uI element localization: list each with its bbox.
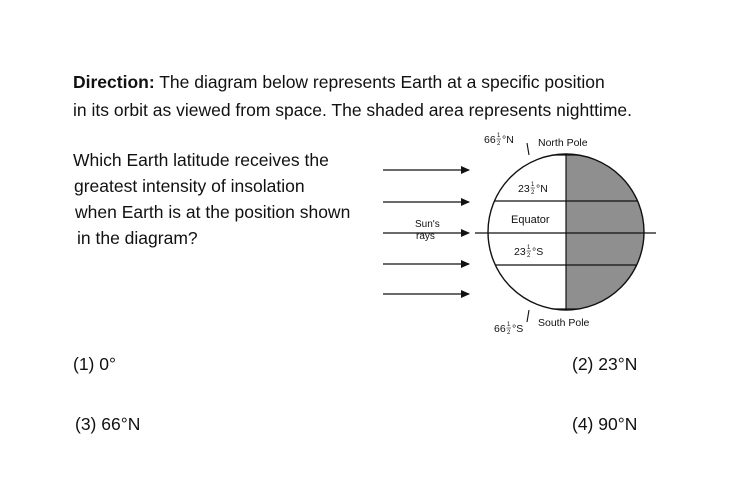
direction-label: Direction:: [73, 72, 155, 92]
south-antarctic-label: [494, 322, 523, 336]
question-line-2: greatest intensity of insolation: [74, 176, 305, 196]
night-shade: [566, 145, 656, 325]
north-arctic-label: [484, 133, 514, 147]
svg-text:1: 1: [531, 182, 535, 188]
answer-choice-1[interactable]: (1) 0°: [73, 354, 116, 374]
answer-choice-2[interactable]: (2) 23°N: [572, 354, 638, 374]
sun-rays-label-2: rays: [416, 231, 435, 242]
question-line-1: Which Earth latitude receives the: [73, 150, 329, 170]
direction-text: [73, 68, 723, 124]
direction-line-2: in its orbit as viewed from space. The shaded area represents nighttime.: [73, 100, 632, 120]
equator-label: Equator: [511, 214, 550, 226]
svg-text:2: 2: [497, 141, 501, 147]
svg-text:°N: °N: [536, 183, 548, 195]
svg-text:°N: °N: [502, 134, 514, 146]
svg-text:°S: °S: [532, 246, 544, 258]
svg-text:2: 2: [507, 330, 511, 336]
svg-text:23: 23: [518, 183, 530, 195]
question-line-4: in the diagram?: [77, 228, 198, 248]
earth-orbit-diagram: [370, 125, 670, 340]
svg-text:2: 2: [531, 190, 535, 196]
north-pole-label: North Pole: [538, 137, 588, 149]
answer-choice-4[interactable]: (4) 90°N: [572, 414, 638, 434]
svg-text:1: 1: [497, 133, 501, 139]
question-text: [73, 147, 393, 251]
svg-text:66: 66: [494, 323, 506, 335]
question-line-3: when Earth is at the position shown: [75, 202, 351, 222]
svg-text:2: 2: [527, 253, 531, 259]
earth: [475, 145, 656, 325]
north-pole-marker: [527, 143, 529, 155]
south-pole-marker: [527, 310, 529, 322]
svg-text:23: 23: [514, 246, 526, 258]
direction-line-1: The diagram below represents Earth at a specific position: [159, 72, 605, 92]
svg-text:66: 66: [484, 134, 496, 146]
south-pole-label: South Pole: [538, 317, 590, 329]
svg-text:°S: °S: [512, 323, 524, 335]
answer-choice-3[interactable]: (3) 66°N: [75, 414, 141, 434]
sun-rays-label-1: Sun's: [415, 219, 440, 230]
svg-text:1: 1: [527, 245, 531, 251]
svg-text:1: 1: [507, 322, 511, 328]
